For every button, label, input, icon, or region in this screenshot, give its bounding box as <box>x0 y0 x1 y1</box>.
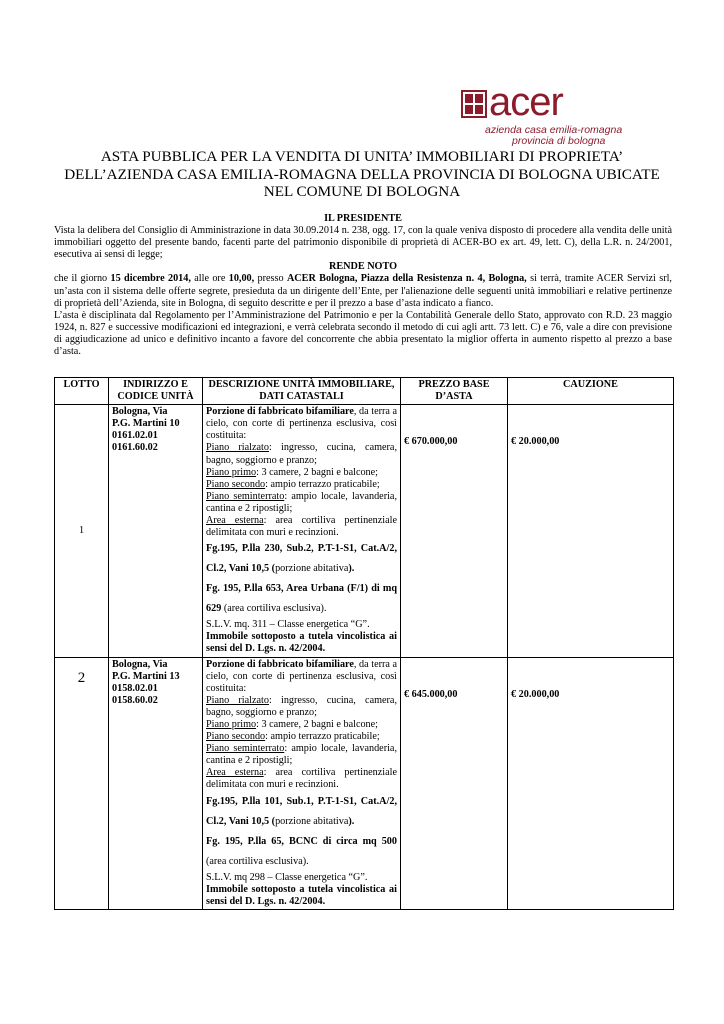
description-cell: Porzione di fabbricato bifamiliare, da terra a cielo, con corte di pertinenza esclusiva, così costituita: Piano rialzato: ingresso, cucina, camera, bagno, soggiorno e pranzo; Piano primo: 3 camere, 2 bagni e balcone; Piano secondo: ampio terrazzo praticabile; Piano seminterrato: ampio locale, lavanderia, cantina e 2 ripostigli; Area esterna: area cortiliva pertinenziale delimitata con muri e recinzioni. Fg.195, P.lla 101, Sub.1, P.T-1-S1, Cat.A/2, Cl.2, Vani 10,5 (porzione abitativa). Fg. 195, P.lla 65, BCNC di circa mq 500 (area cortiliva esclusiva). S.L.V. mq 298 – Classe energetica “G”. Immobile sottoposto a tutela vincolistica ai sensi del D. Lgs. n. 42/2004. <box>203 657 401 909</box>
document-title <box>60 148 664 201</box>
header-cauzione: CAUZIONE <box>508 378 674 405</box>
paragraph-rende-noto: che il giorno 15 dicembre 2014, alle ore 10,00, presso ACER Bologna, Piazza della Resistenza n. 4, Bologna, si terrà, tramite ACER Servizi srl, un’asta con il sistema delle offerte segrete, presieduta da un dirigente dell’Ente, per l'alienazione delle seguenti unità immobiliari e relative pertinenze di proprietà dell’Azienda, site in Bologna, di seguito descritte e per il prezzo a base d’asta indicato a fianco. <box>54 273 672 309</box>
address-cell: Bologna, Via P.G. Martini 10 0161.02.01 0161.60.02 <box>109 405 203 657</box>
table-header-row <box>55 378 674 405</box>
paragraph-vista: Vista la delibera del Consiglio di Amministrazione in data 30.09.2014 n. 238, ogg. 17, con la quale veniva disposto di procedere alla vendita delle unità immobiliari oggetto del presente bando, facenti parte del patrimonio disponibile di proprietà di ACER-BO ex art. 49, lett. C), della L.R. n. 24/2001, esecutiva ai sensi di legge; <box>54 225 672 261</box>
price-cell: € 645.000,00 <box>401 657 508 909</box>
header-prezzo: PREZZO BASE D’ASTA <box>401 378 508 405</box>
heading-presidente: IL PRESIDENTE <box>324 213 402 224</box>
logo-word: acer <box>489 80 563 124</box>
lotto-number: 1 <box>55 405 109 657</box>
lots-table <box>54 377 674 910</box>
header-descrizione: DESCRIZIONE UNITÀ IMMOBILIARE, DATI CATASTALI <box>203 378 401 405</box>
title-line-3: NEL COMUNE DI BOLOGNA <box>263 183 461 200</box>
acer-logo-icon <box>461 90 487 118</box>
address-cell: Bologna, Via P.G. Martini 13 0158.02.01 0158.60.02 <box>109 657 203 909</box>
paragraph-regolamento: L’asta è disciplinata dal Regolamento per l’Amministrazione del Patrimonio e per la Contabilità Generale dello Stato, approvato con R.D. 23 maggio 1924, n. 827 e successive modificazioni ed integrazioni, e verrà celebrata secondo il metodo di cui agli artt. 73 lett. C) e 76, vale a dire con previsione di aggiudicazione ad unico e definitivo incanto a favore del concorrente che abbia presentato la miglior offerta in aumento rispetto al prezzo a base d’asta. <box>54 309 672 358</box>
logo-subtitle-1: azienda casa emilia-romagna <box>485 124 623 136</box>
table-row <box>55 405 674 657</box>
title-line-2: DELL’AZIENDA CASA EMILIA-ROMAGNA DELLA PROVINCIA DI BOLOGNA UBICATE <box>64 165 660 183</box>
deposit-cell: € 20.000,00 <box>508 657 674 909</box>
header-indirizzo: INDIRIZZO E CODICE UNITÀ <box>109 378 203 405</box>
header-lotto: LOTTO <box>55 378 109 405</box>
title-line-1: ASTA PUBBLICA PER LA VENDITA DI UNITA’ IMMOBILIARI DI PROPRIETA’ <box>100 148 624 165</box>
lotto-number: 2 <box>55 657 109 909</box>
heading-rende-noto: RENDE NOTO <box>328 261 398 273</box>
price-cell: € 670.000,00 <box>401 405 508 657</box>
acer-logo <box>455 80 623 147</box>
description-cell: Porzione di fabbricato bifamiliare, da terra a cielo, con corte di pertinenza esclusiva, così costituita: Piano rialzato: ingresso, cucina, camera, bagno, soggiorno e pranzo; Piano primo: 3 camere, 2 bagni e balcone; Piano secondo: ampio terrazzo praticabile; Piano seminterrato: ampio locale, lavanderia, cantina e 2 ripostigli; Area esterna: area cortiliva pertinenziale delimitata con muri e recinzioni. Fg.195, P.lla 230, Sub.2, P.T-1-S1, Cat.A/2, Cl.2, Vani 10,5 (porzione abitativa). Fg. 195, P.lla 653, Area Urbana (F/1) di mq 629 (area cortiliva esclusiva). S.L.V. mq. 311 – Classe energetica “G”. Immobile sottoposto a tutela vincolistica ai sensi del D. Lgs. n. 42/2004. <box>203 405 401 657</box>
intro-text <box>54 213 672 358</box>
table-row <box>55 657 674 909</box>
logo-subtitle-2: provincia di bologna <box>512 135 606 147</box>
deposit-cell: € 20.000,00 <box>508 405 674 657</box>
